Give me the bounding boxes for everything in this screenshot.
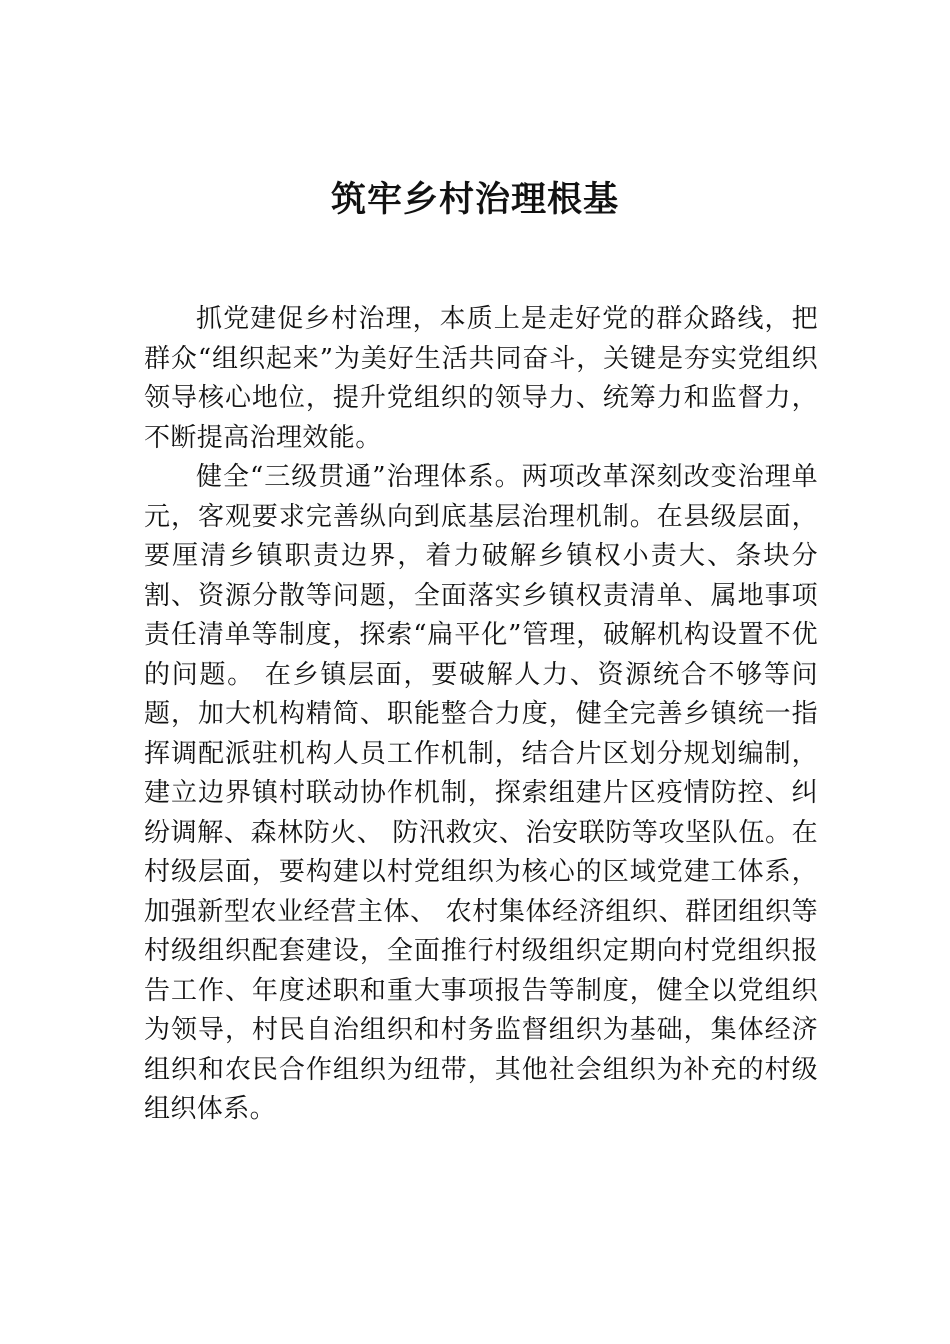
document-title: 筑牢乡村治理根基 (330, 179, 619, 220)
document-body (144, 300, 818, 1130)
paragraph-three-level-system: 健全“三级贯通”治理体系。两项改革深刻改变治理单元，客观要求完善纵向到底基层治理机制。在县级层面，要厘清乡镇职责边界，着力破解乡镇权小责大、条块分割、资源分散等问题，全面落实乡镇权责清单、属地事项责任清单等制度，探索“扁平化”管理，破解机构设置不优的问题。 在乡镇层面，要破解人力、资源统合不够等问题，加大机构精简、职能整合力度，健全完善乡镇统一指挥调配派驻机构人员工作机制，结合片区划分规划编制，建立边界镇村联动协作机制，探索组建片区疫情防控、纠纷调解、森林防火、 防汛救灾、治安联防等攻坚队伍。在村级层面，要构建以村党组织为核心的区域党建工体系，加强新型农业经营主体、 农村集体经济组织、群团组织等村级组织配套建设，全面推行村级组织定期向村党组织报告工作、年度述职和重大事项报告等制度，健全以党组织为领导，村民自治组织和村务监督组织为基础，集体经济组织和农民合作组织为纽带，其他社会组织为补充的村级组织体系。 (144, 462, 818, 1124)
paragraph-intro: 抓党建促乡村治理，本质上是走好党的群众路线，把群众“组织起来”为美好生活共同奋斗，关键是夯实党组织领导核心地位，提升党组织的领导力、统筹力和监督力，不断提高治理效能。 (144, 304, 818, 453)
